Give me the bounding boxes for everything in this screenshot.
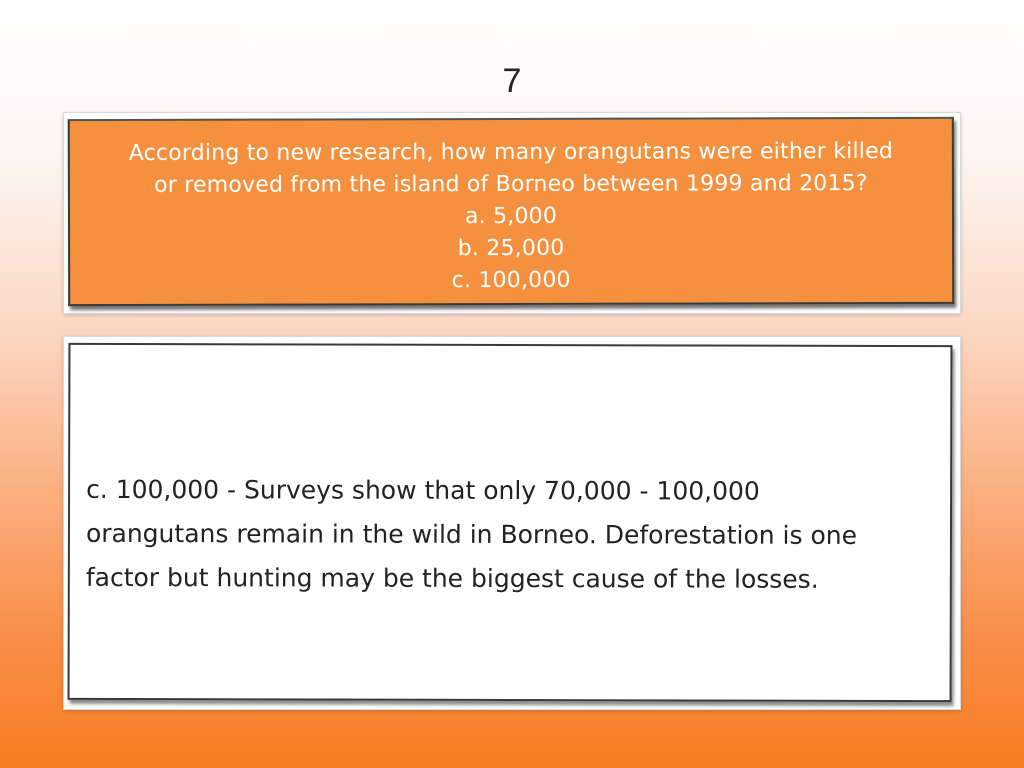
question-line: or removed from the island of Borneo between 1999 and 2015? [154, 171, 868, 198]
slide-number: 7 [502, 62, 522, 100]
option-c: c. 100,000 [451, 267, 571, 294]
option-a: a. 5,000 [464, 203, 558, 230]
question-box [68, 117, 954, 306]
question-line: According to new research, how many orangutans were either killed [128, 138, 894, 167]
answer-line: factor but hunting may be the biggest cause of the losses. [85, 562, 819, 594]
question-panel [63, 112, 961, 314]
answer-line: orangutans remain in the wild in Borneo. Deforestation is one [85, 518, 858, 550]
answer-text [86, 468, 936, 602]
answer-panel [63, 336, 961, 710]
answer-line: c. 100,000 - Surveys show that only 70,000 - 100,000 [86, 474, 760, 506]
question-text [70, 136, 952, 298]
option-b: b. 25,000 [457, 235, 565, 262]
answer-box [68, 343, 953, 702]
